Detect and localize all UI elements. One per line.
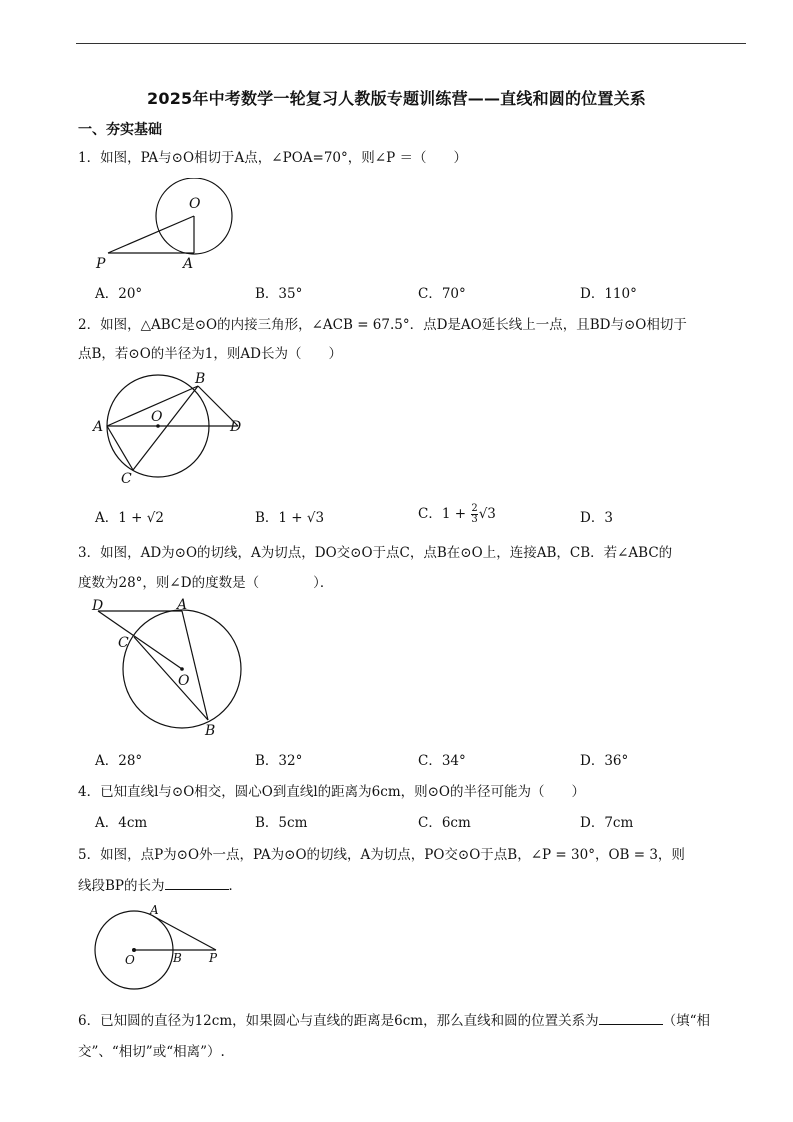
section-heading: 一、夯实基础 — [78, 122, 162, 138]
q5-stem-text: 线段BP的长为 — [78, 878, 165, 894]
page-title: 2025年中考数学一轮复习人教版专题训练营——直线和圆的位置关系 — [147, 89, 646, 108]
q2-figure — [90, 370, 250, 488]
q2-option-c-denominator: 3 — [471, 514, 478, 525]
q2-stem-line2: 点B，若⊙O的半径为1，则AD长为（ ） — [78, 346, 342, 362]
q6-answer-blank[interactable] — [599, 1010, 663, 1025]
q2-option-c-prefix: C．1 + — [418, 506, 471, 522]
q3-option-b: B．32° — [255, 753, 303, 769]
q5-label-o: O — [125, 953, 135, 967]
q5-label-a: A — [150, 903, 159, 917]
q4-stem: 4．已知直线l与⊙O相交，圆心O到直线l的距离为6cm，则⊙O的半径可能为（ ） — [78, 784, 586, 800]
q1-label-o: O — [189, 196, 201, 212]
q2-option-c-numerator: 2 — [471, 503, 478, 514]
q1-stem: 1．如图，PA与⊙O相切于A点，∠POA=70°，则∠P ＝（ ） — [78, 150, 467, 166]
q2-option-a: A．1 + √2 — [95, 510, 164, 526]
q5-stem-line2 — [78, 874, 242, 894]
q2-label-a: A — [93, 419, 104, 435]
q2-stem-line1: 2．如图，△ABC是⊙O的内接三角形，∠ACB = 67.5°．点D是AO延长线上一点，且BD与⊙O相切于 — [78, 317, 687, 333]
q3-option-a: A．28° — [95, 753, 143, 769]
q5-label-b: B — [173, 951, 182, 965]
q2-option-d: D．3 — [580, 510, 613, 526]
q1-option-a: A．20° — [95, 286, 143, 302]
q2-option-c-root: √3 — [478, 506, 496, 522]
q4-option-c: C．6cm — [418, 815, 471, 831]
q6-stem-line2: 交”、“相切”或“相离”）. — [78, 1044, 225, 1060]
q1-label-a: A — [183, 256, 194, 272]
q3-stem-line2: 度数为28°，则∠D的度数是（ ）． — [78, 575, 334, 591]
q2-option-b: B．1 + √3 — [255, 510, 325, 526]
q3-label-d: D — [92, 598, 104, 614]
q2-option-c-fraction — [471, 504, 477, 525]
q3-figure — [90, 597, 250, 739]
q5-answer-blank[interactable] — [165, 875, 229, 890]
q3-label-b: B — [205, 723, 216, 739]
q3-label-o: O — [178, 673, 190, 689]
q1-option-d: D．110° — [580, 286, 637, 302]
q3-option-d: D．36° — [580, 753, 629, 769]
q2-label-c: C — [121, 471, 132, 487]
q1-option-b: B．35° — [255, 286, 303, 302]
q6-stem-line1 — [78, 1009, 710, 1029]
q5-stem-end: ． — [228, 878, 243, 894]
q5-stem-line1: 5．如图，点P为⊙O外一点，PA为⊙O的切线，A为切点，PO交⊙O于点B，∠P = 30°，OB = 3，则 — [78, 847, 685, 863]
q4-option-b: B．5cm — [255, 815, 308, 831]
q2-label-d: D — [230, 419, 242, 435]
q6-stem-text: 6．已知圆的直径为12cm，如果圆心与直线的距离是6cm，那么直线和圆的位置关系为 — [78, 1013, 599, 1029]
q1-option-c: C．70° — [418, 286, 466, 302]
q5-label-p: P — [209, 951, 218, 965]
q4-option-d: D．7cm — [580, 815, 634, 831]
q2-label-o: O — [151, 409, 163, 425]
q3-option-c: C．34° — [418, 753, 466, 769]
q3-label-c: C — [118, 635, 129, 651]
q1-label-p: P — [96, 256, 106, 272]
q1-figure — [88, 178, 248, 273]
q3-label-a: A — [177, 597, 188, 613]
q4-option-a: A．4cm — [95, 815, 148, 831]
q3-stem-line1: 3．如图，AD为⊙O的切线，A为切点，DO交⊙O于点C，点B在⊙O上，连接AB，CB．若∠ABC的 — [78, 545, 673, 561]
q2-option-c — [418, 502, 496, 525]
q2-label-b: B — [195, 371, 206, 387]
q6-stem-hint: （填“相 — [662, 1013, 710, 1029]
q5-figure — [88, 900, 228, 996]
header-rule — [76, 43, 746, 44]
